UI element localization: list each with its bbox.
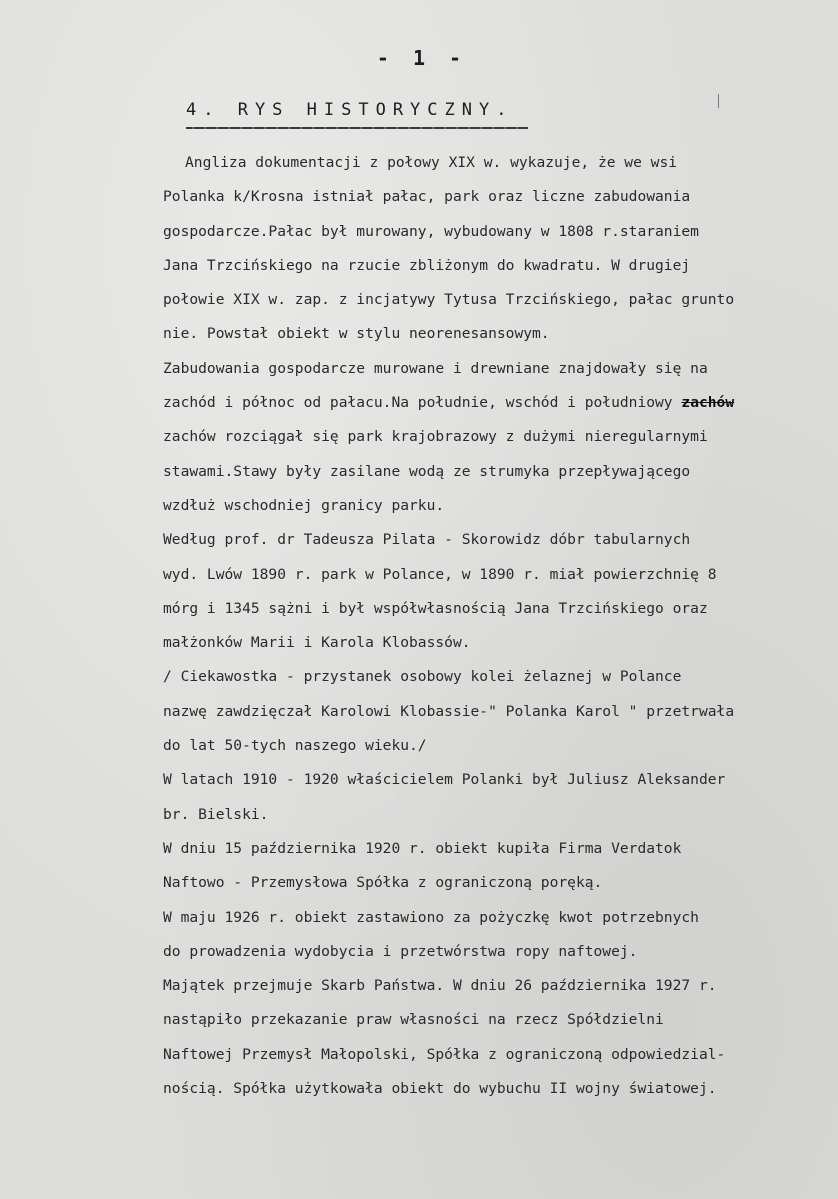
text-line: Naftowej Przemysł Małopolski, Spółka z ograniczoną odpowiedzial- <box>163 1045 726 1063</box>
text-line: Naftowo - Przemysłowa Spółka z ograniczoną poręką. <box>163 874 603 892</box>
text-line: połowie XIX w. zap. z incjatywy Tytusa Trzcińskiego, pałac grunto <box>163 291 735 309</box>
text-line: nością. Spółka użytkowała obiekt do wybuchu II wojny światowej. <box>163 1080 717 1098</box>
text-line: nastąpiło przekazanie praw własności na rzecz Spółdzielni <box>163 1011 664 1029</box>
text-line: Majątek przejmuje Skarb Państwa. W dniu 26 października 1927 r. <box>163 977 717 995</box>
text-line: mórg i 1345 sążni i był współwłasnością Jana Trzcińskiego oraz <box>163 599 708 617</box>
text-line-with-strikeout <box>163 386 838 420</box>
body-text <box>163 146 838 1106</box>
text-line: stawami.Stawy były zasilane wodą ze strumyka przepływającego <box>163 462 691 480</box>
text-line: Polanka k/Krosna istniał pałac, park oraz liczne zabudowania <box>163 188 691 206</box>
margin-mark <box>718 94 719 108</box>
struck-word: zachów <box>681 394 735 412</box>
text-line: Według prof. dr Tadeusza Pilata - Skorowidz dóbr tabularnych <box>163 531 691 549</box>
title-underline <box>186 127 528 129</box>
text-line: W maju 1926 r. obiekt zastawiono za pożyczkę kwot potrzebnych <box>163 908 699 926</box>
text-line: nazwę zawdzięczał Karolowi Klobassie-" Polanka Karol " przetrwała <box>163 702 735 720</box>
section-title: 4. RYS HISTORYCZNY. <box>186 100 514 120</box>
text-line: br. Bielski. <box>163 805 269 823</box>
text-line: W latach 1910 - 1920 właścicielem Polanki był Juliusz Aleksander <box>163 771 726 789</box>
text-line: do lat 50-tych naszego wieku./ <box>163 737 427 755</box>
text-line: W dniu 15 października 1920 r. obiekt kupiła Firma Verdatok <box>163 839 682 857</box>
text-line: wyd. Lwów 1890 r. park w Polance, w 1890 r. miał powierzchnię 8 <box>163 565 717 583</box>
page-number: - 1 - <box>376 46 468 70</box>
text-line: Angliza dokumentacji z połowy XIX w. wykazuje, że we wsi <box>185 154 678 171</box>
text-line: zachów rozciągał się park krajobrazowy z dużymi nieregularnymi <box>163 428 708 446</box>
text-line: do prowadzenia wydobycia i przetwórstwa ropy naftowej. <box>163 942 638 960</box>
text-line: wzdłuż wschodniej granicy parku. <box>163 496 445 514</box>
text-line: Jana Trzcińskiego na rzucie zbliżonym do kwadratu. W drugiej <box>163 256 691 274</box>
text-line: gospodarcze.Pałac był murowany, wybudowany w 1808 r.staraniem <box>163 222 699 240</box>
text-line: nie. Powstał obiekt w stylu neorenesansowym. <box>163 325 550 343</box>
text-line: / Ciekawostka - przystanek osobowy kolei żelaznej w Polance <box>163 668 682 686</box>
text-line-content: zachód i północ od pałacu.Na południe, wschód i południowy <box>163 394 673 412</box>
text-line: Zabudowania gospodarcze murowane i drewniane znajdowały się na <box>163 359 708 377</box>
text-line: małżonków Marii i Karola Klobassów. <box>163 634 471 652</box>
